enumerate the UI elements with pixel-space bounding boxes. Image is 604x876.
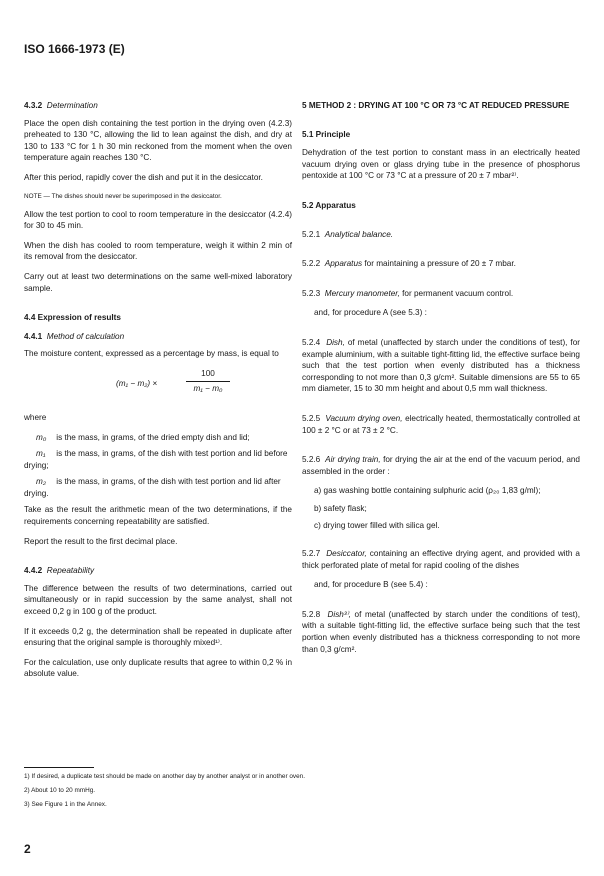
footnote: 1) If desired, a duplicate test should be made on another day by another analyst or in another oven. xyxy=(24,773,306,780)
definition-item xyxy=(24,476,292,499)
definition-item xyxy=(24,448,292,471)
list-item: a) gas washing bottle containing sulphuric acid (ρ₂₀ 1,83 g/ml); xyxy=(314,486,541,496)
section-5-2-heading: 5.2 Apparatus xyxy=(302,200,356,210)
section-number: 4.4.1 xyxy=(24,331,43,341)
paragraph: Report the result to the first decimal place. xyxy=(24,536,178,546)
section-title: Apparatus xyxy=(324,259,363,269)
section-number: 5.2.4 xyxy=(302,337,321,347)
paragraph: Take as the result the arithmetic mean of the two determinations, if the requirements concerning repeatability are satisfied. xyxy=(24,505,292,527)
section-number: 4.4.2 xyxy=(24,566,43,576)
section-5-2-5 xyxy=(302,413,580,436)
footnote-rule xyxy=(24,767,94,768)
section-text: for maintaining a pressure of 20 ± 7 mbar. xyxy=(364,259,516,269)
footnote: 3) See Figure 1 in the Annex. xyxy=(24,801,107,808)
paragraph: Dehydration of the test portion to constant mass in an electrically heated vacuum drying oven or glass drying tube in the presence of phosphorus pentoxide at 100 °C or 73 °C at a pressure of 20 ± 7 mbar²⁾. xyxy=(302,148,580,181)
section-number: 5.2.1 xyxy=(302,229,321,239)
section-number: 5.2.6 xyxy=(302,455,321,465)
definition-text: is the mass, in grams, of the dish with test portion and lid before drying; xyxy=(24,449,288,470)
section-number: 5.2.8 xyxy=(302,609,321,619)
paragraph: For the calculation, use only duplicate results that agree to within 0,2 % in absolute value. xyxy=(24,657,292,679)
section-text: of metal (unaffected by starch under the conditions of test), for example aluminium, with a suitable tight-fitting lid, the effective surface being such that the test portion when evenly distributed has a thickness corresponding to not more than 0,3 g/cm². Suitable dimensions are 55 to 65 mm diameter, 15 to 30 mm height and about 0,5 mm wall thickness. xyxy=(302,337,580,394)
paragraph: After this period, rapidly cover the dish and put it in the desiccator. xyxy=(24,172,263,182)
section-number: 5.2.3 xyxy=(302,288,321,298)
formula-numerator: 100 xyxy=(186,368,230,382)
section-number: 5.2.7 xyxy=(302,549,321,559)
section-4-3-2-heading xyxy=(24,100,292,112)
list-item: b) safety flask; xyxy=(314,503,367,513)
section-number: 5.2.2 xyxy=(302,259,321,269)
section-title: Analytical balance. xyxy=(324,229,394,239)
section-5-1-heading: 5.1 Principle xyxy=(302,129,351,139)
section-title: Vacuum drying oven, xyxy=(325,413,403,423)
section-title: Repeatability xyxy=(46,566,95,576)
section-5-2-4 xyxy=(302,337,580,395)
section-text: of metal (unaffected by starch under the conditions of test), with a suitable tight-fitting lid, the effective surface being such that the test portion when evenly distributed has a thickness corresponding to not more than 0,3 g/cm². xyxy=(302,609,580,654)
section-5-2-1 xyxy=(302,229,580,241)
list-item: c) drying tower filled with silica gel. xyxy=(314,521,440,531)
footnotes xyxy=(24,772,580,814)
paragraph: Allow the test portion to cool to room temperature in the desiccator (4.2.4) for 30 to 45 min. xyxy=(24,209,292,231)
procedure-b-note: and, for procedure B (see 5.4) : xyxy=(314,580,428,590)
procedure-a-note: and, for procedure A (see 5.3) : xyxy=(314,308,427,318)
right-column xyxy=(302,100,580,663)
section-4-4-heading: 4.4 Expression of results xyxy=(24,313,121,323)
formula-fraction xyxy=(186,368,230,394)
document-header: ISO 1666-1973 (E) xyxy=(24,42,125,56)
section-5-2-3 xyxy=(302,288,580,300)
page-number: 2 xyxy=(24,842,31,856)
left-column xyxy=(24,100,292,688)
section-title: Desiccator, xyxy=(326,549,367,559)
section-text: electrically heated, thermostatically controlled at 100 ± 2 °C or at 73 ± 2 °C. xyxy=(302,413,581,435)
section-4-4-2-heading xyxy=(24,565,292,577)
section-number: 4.3.2 xyxy=(24,101,43,110)
section-title: Method of calculation xyxy=(46,331,125,341)
section-title: Mercury manometer, xyxy=(324,288,400,298)
paragraph: Carry out at least two determinations on the same well-mixed laboratory sample. xyxy=(24,271,292,293)
symbol: m₀ xyxy=(36,432,47,442)
section-5-2-7 xyxy=(302,548,580,571)
paragraph: If it exceeds 0,2 g, the determination shall be repeated in duplicate after ensuring that the original sample is thoroughly mixed¹⁾. xyxy=(24,626,292,648)
note: NOTE — The dishes should never be superimposed in the desiccator. xyxy=(24,192,222,200)
formula-lhs: (m₁ − m₂) × xyxy=(116,378,158,388)
section-4-4-1-heading xyxy=(24,331,292,343)
section-5-heading: 5 METHOD 2 : DRYING AT 100 °C OR 73 °C AT REDUCED PRESSURE xyxy=(302,101,570,110)
paragraph: When the dish has cooled to room temperature, weigh it within 2 min of its removal from the desiccator. xyxy=(24,240,292,262)
symbol: m₂ xyxy=(36,477,46,487)
symbol: m₁ xyxy=(36,449,46,459)
section-5-2-2 xyxy=(302,258,580,270)
paragraph: Place the open dish containing the test portion in the drying oven (4.2.3) preheated to 130 °C, allowing the lid to lean against the dish, and dry at 130 to 133 °C for 1 h 30 min reckoned from the moment when the oven temperature again reaches 130 °C. xyxy=(24,118,292,163)
symbol-definitions xyxy=(24,432,292,500)
section-text: for permanent vacuum control. xyxy=(402,288,514,298)
where-label: where xyxy=(24,412,47,422)
definition-text: is the mass, in grams, of the dish with test portion and lid after drying. xyxy=(24,477,281,498)
drying-train-list xyxy=(302,485,580,532)
paragraph: The moisture content, expressed as a percentage by mass, is equal to xyxy=(24,349,279,359)
section-title: Dish, xyxy=(326,337,345,347)
moisture-formula xyxy=(24,368,292,402)
section-title: Determination xyxy=(46,101,98,110)
section-text: containing an effective drying agent, and provided with a thick perforated plate of metal for rapid cooling of the dishes xyxy=(302,549,580,570)
section-title: Dish³⁾, xyxy=(327,609,351,619)
paragraph: The difference between the results of two determinations, carried out simultaneously or in rapid succession by the same analyst, shall not exceed 0,2 g in 100 g of the product. xyxy=(24,583,292,617)
section-number: 5.2.5 xyxy=(302,413,321,423)
section-5-2-6 xyxy=(302,454,580,477)
section-title: Air drying train, xyxy=(325,455,381,465)
formula-denominator: m₁ − m₀ xyxy=(193,383,223,393)
definition-text: is the mass, in grams, of the dried empty dish and lid; xyxy=(56,432,250,442)
footnote: 2) About 10 to 20 mmHg. xyxy=(24,787,96,794)
definition-item xyxy=(24,432,292,444)
section-5-2-8 xyxy=(302,609,580,655)
section-text: for drying the air at the end of the vacuum period, and assembled in the order : xyxy=(302,455,580,476)
